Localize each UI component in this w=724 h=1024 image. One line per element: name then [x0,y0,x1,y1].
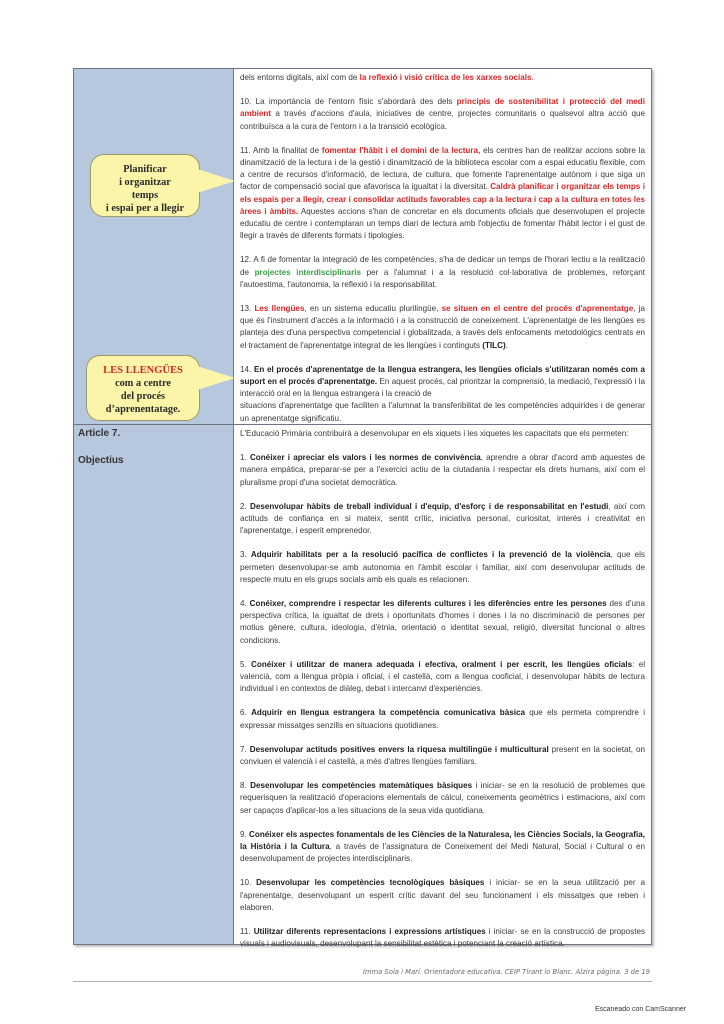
paragraph-9-end: dels entorns digitals, així com de la reflexió i visió crítica de les xarxes socials. [240,73,534,82]
objective-item: 10. Desenvolupar les competències tecnològiques bàsiques i iniciar- se en la seua utilització per a l'aprenentatge, desenvolupant un esperit crític davant del seu funcionament i els missatges que reben i elaboren. [240,878,645,912]
callout-line: d’aprenentatage. [105,404,181,415]
paragraph-11: 11. Amb la finalitat de fomentar l'hàbit i el domini de la lectura, els centres han de realitzar accions sobre la dinamització de la lectura i de la gestió i dinamització de la biblioteca escolar com a espai educatiu flexible, com a centre de recursos d'informació, de lectura, de cultura, que fomente l'aprenentatge autònom i que siga un factor de compensació social que afavorisca la igualtat i la diversitat. Caldrà planificar i organitzar els temps i els espais per a llegir, crear i consolidar actituds favorables cap a la lectura i cap a la cultura en totes les àrees i àmbits. Aquestes accions s'han de concretar en els documents oficials que desenvolupen el projecte educatiu de centre i contemplaran un temps diari de lectura amb l'objectiu de fomentar l'hàbit lector i el gust de llegir a través de diferents formats i tipologies. [240,145,645,241]
objective-item: 1. Conéixer i apreciar els valors i les normes de convivència, aprendre a obrar d'acord amb aquestes de manera empàtica, preparar-se per a l'exercici actiu de la ciutadania i respectar els drets humans, així com el pluralisme propi d'una societat democràtica. [240,453,645,487]
callout-line: Planificar [123,164,167,175]
objective-item: 6. Adquirir en llengua estrangera la competència comunicativa bàsica que els permeta comprendre i expressar missatges senzills en situacions quotidianes. [240,708,645,730]
objective-item: 7. Desenvolupar actituds positives envers la riquesa multilingüe i multicultural present en la societat, on conviuen el valencià i el castellà, a més d'altres llengües familiars. [240,744,645,767]
paragraph-10: 10. La importància de l'entorn físic s'abordarà des dels principis de sostenibilitat i protecció del medi ambient a través d'accions d'aula, iniciatives de centre, projectes comunitaris o qualsevol altra acció que contribuïsca a la cura de l'entorn i a la transició ecològica. [240,97,645,131]
paragraph-12: 12. A fi de fomentar la integració de les competències, s'ha de dedicar un temps de l'horari lectiu a la realització de projectes interdisciplinaris per a l'alumnat i a la resolució col·laborativa de problemes, reforçant l'autoestima, l'autonomia, la reflexió i la responsabilitat. [240,255,645,289]
callout-pointer [197,169,235,193]
objective-item: 11. Utilitzar diferents representacions i expressions artístiques i iniciar- se en la construcció de propostes visuals i audiovisuals, desenvolupant la sensibilitat estètica i potenciant la creació artística. [240,927,645,949]
table-row-article-7 [74,425,651,949]
objectives-intro: L'Educació Primària contribuirà a desenvolupar en els xiquets i les xiquetes les capacitats que els permeten: [240,429,629,438]
page-footer: Imma Sola i Marí. Orientadora educativa. CEIP Tirant lo Blanc. Alzira pàgina. 3 de 19 [362,968,650,976]
article-subtitle: Objectius [78,455,124,466]
callout-reading-time [90,154,200,217]
callout-pointer [197,366,235,390]
left-column-article [74,425,234,944]
objective-item: 5. Conéixer i utilitzar de manera adequada i efectiva, oralment i per escrit, les llengües oficials: el valencià, com a llengua pròpia i oficial, i el castellà, com a llengua cooficial, i desenvolupar hàbits de lectura individual i en contextos de diàleg, debat i intercanvi d'experiències. [240,659,646,694]
paragraph-13: 13. Les llengües, en un sistema educatiu plurilingüe, se situen en el centre del procés d'aprenentatge, ja que és l'instrument d'accés a la informació i a la construcció de coneixement. L'aprenentatge de les llengües es planteja des d'una perspectiva competencial i globalitzada, a través dels enfocaments metodològics centrats en el tractament de l'aprenentatge integrat de les llengües i continguts (TILC). [240,304,645,350]
objective-item: 2. Desenvolupar hàbits de treball individual i d'equip, d'esforç i de responsabilitat en l'estudi, així com actituds de confiança en si mateix, sentit crític, iniciativa personal, curiositat, interés i creativitat en l'aprenentatge, i esperit emprenedor. [240,501,645,536]
callout-line: i organitzar [119,177,171,188]
objective-item: 9. Conéixer els aspectes fonamentals de les Ciències de la Naturalesa, les Ciències Socials, la Geografia, la Història i la Cultura, a través de l'assignatura de Coneixement del Medi Natural, Social i Cultural o en desenvolupament de projectes interdisciplinaris. [240,829,645,864]
callout-line: del procés [120,391,166,402]
left-column-annotations [74,69,234,424]
principles-text [234,69,651,424]
content-table [73,68,652,949]
footer-divider [73,981,652,982]
callout-line: com a centre [115,378,171,389]
objective-item: 4. Conéixer, comprendre i respectar les diferents cultures i les diferències entre les persones des d'una perspectiva crítica, la igualtat de drets i oportunitats d'homes i dones i la no discriminació de persones per motius gènere, cultura, ideologia, d'ètnia, orientació o identitat sexual, religió, diversitat funcional o altres condicions. [240,599,645,645]
callout-languages [86,355,200,421]
callout-line: temps [131,190,159,201]
objective-item: 8. Desenvolupar les competències matemàtiques bàsiques i iniciar- se en la resolució de problemes que requerisquen la realització d'operacions elementals de càlcul, coneixements geomètrics i estimacions, així com ser capaços d'aplicar-los a les situacions de la seua vida quotidiana. [240,781,645,815]
callout-header: LES LLENGÜES [103,365,183,376]
scanner-watermark: Escaneado con CamScanner [595,1006,687,1013]
paragraph-14: 14. En el procés d'aprenentatge de la llengua estrangera, les llengües oficials s'utilitzaran només com a suport en el procés d'aprenentatge. En aquest procés, cal prioritzar la comprensió, la mediació, l'expressió i la interacció oral en la llengua estrangera i la creació de situacions d'aprenentatge que faciliten a l'alumnat la transferibilitat de les competències adquirides i de generar un aprenentatge significatiu. [240,364,645,423]
objectives-text [234,425,651,949]
objective-item: 3. Adquirir habilitats per a la resolució pacífica de conflictes i la prevenció de la violència, que els permeten desenvolupar-se amb autonomia en l'àmbit escolar i familiar, així com desenvolupar actituds de respecte mutu en els grups socials amb els quals es relacionen. [240,550,645,584]
article-title: Article 7. [78,428,121,439]
table-row-principles [74,69,651,425]
callout-line: i espai per a llegir [105,203,185,214]
